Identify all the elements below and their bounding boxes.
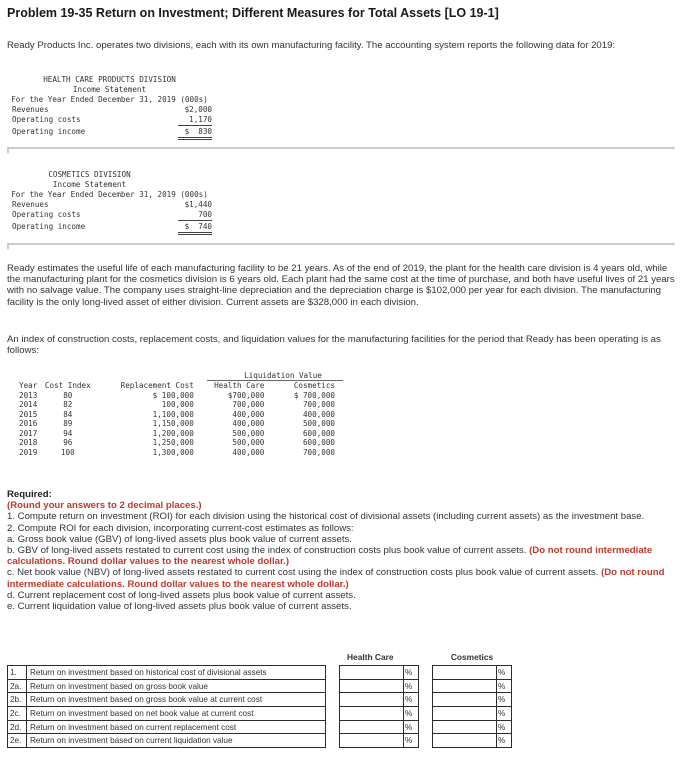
index-cell-cost-index: 84 — [63, 409, 73, 419]
hc-revenues-value: $2,000 — [184, 105, 212, 114]
health-care-percent-sign: % — [404, 679, 419, 693]
requirement-2: 2. Compute ROI for each division, incorporating current-cost estimates as follows: — [7, 522, 354, 534]
index-cell-year: 2014 — [19, 400, 38, 409]
answer-header-health-care: Health Care — [347, 652, 394, 662]
liquidation-value-group-header: Liquidation Value — [244, 371, 322, 380]
index-cell-health-care-liquidation: 500,000 — [232, 438, 265, 447]
answer-row-2c — [8, 707, 512, 721]
answer-header-cosmetics: Cosmetics — [450, 652, 494, 662]
hc-division-name: HEALTH CARE PRODUCTS DIVISION — [43, 75, 176, 84]
index-row — [7, 419, 335, 429]
requirement-2e: e. Current liquidation value of long-lived assets plus book value of current assets. — [7, 601, 352, 613]
answer-row-label: Return on investment based on gross book value at current cost — [27, 693, 326, 707]
index-cell-replacement-cost: 1,250,000 — [152, 438, 194, 447]
col-cost-index: Cost Index — [44, 381, 91, 390]
cosmetics-percent-sign: % — [497, 734, 512, 748]
index-cell-cosmetics-liquidation: 600,000 — [302, 428, 335, 438]
index-cell-replacement-cost: 1,100,000 — [152, 409, 194, 419]
index-cell-replacement-cost: 100,000 — [161, 400, 194, 409]
index-intro-paragraph: An index of construction costs, replacement costs, and liquidation values for the manufacturing facilities for the period that Ready has been operating is as follows: — [7, 334, 661, 357]
answer-row-label: Return on investment based on gross book value — [27, 679, 326, 693]
cos-operating-income-label: Operating income — [12, 222, 86, 231]
health-care-roi-input-2a[interactable] — [340, 679, 404, 693]
answer-gap — [326, 720, 340, 734]
cosmetics-roi-input-2d[interactable] — [433, 720, 497, 734]
cosmetics-percent-sign: % — [497, 679, 512, 693]
hc-statement-period: For the Year Ended December 31, 2019 (000s) — [11, 95, 208, 104]
index-row — [7, 429, 335, 439]
index-cell-health-care-liquidation: 400,000 — [232, 409, 265, 419]
index-cell-cost-index: 94 — [63, 428, 73, 438]
index-cell-replacement-cost: $ 100,000 — [152, 390, 194, 400]
index-cell-cosmetics-liquidation: 700,000 — [302, 400, 335, 409]
index-cell-year: 2015 — [19, 409, 38, 419]
health-care-roi-input-2c[interactable] — [340, 707, 404, 721]
cosmetics-percent-sign: % — [497, 720, 512, 734]
requirement-2c — [7, 567, 677, 589]
index-row — [7, 410, 335, 420]
answer-gap — [419, 666, 433, 680]
cos-operating-costs-value: 700 — [178, 210, 212, 221]
cos-revenues-value: $1,440 — [184, 200, 212, 209]
answer-row-label: Return on investment based on current replacement cost — [27, 720, 326, 734]
index-cell-year: 2013 — [19, 390, 38, 400]
hc-statement-divider — [7, 147, 675, 149]
cosmetics-percent-sign: % — [497, 666, 512, 680]
cosmetics-income-statement — [7, 170, 212, 235]
cos-statement-divider — [7, 243, 675, 245]
answer-row-2b — [8, 693, 512, 707]
cost-index-table — [7, 371, 343, 457]
index-row — [7, 400, 335, 410]
requirement-2c-note: (Do not round intermediate calculations. Round dollar values to the nearest whole dollar.) — [7, 567, 665, 590]
cosmetics-roi-input-2c[interactable] — [433, 707, 497, 721]
requirement-2b — [7, 545, 677, 567]
required-heading: Required: — [7, 489, 52, 500]
health-care-percent-sign: % — [404, 707, 419, 721]
cos-statement-period: For the Year Ended December 31, 2019 (000s) — [11, 190, 208, 199]
cosmetics-percent-sign: % — [497, 707, 512, 721]
answer-gap — [326, 693, 340, 707]
index-cell-cost-index: 89 — [63, 419, 73, 428]
index-cell-year: 2019 — [19, 447, 38, 457]
health-care-percent-sign: % — [404, 734, 419, 748]
requirement-2d: d. Current replacement cost of long-lived assets plus book value of current assets. — [7, 589, 356, 601]
health-care-roi-input-1[interactable] — [340, 666, 404, 680]
health-care-roi-input-2e[interactable] — [340, 734, 404, 748]
answer-gap — [326, 734, 340, 748]
index-cell-replacement-cost: 1,200,000 — [152, 428, 194, 438]
health-care-percent-sign: % — [404, 666, 419, 680]
index-cell-health-care-liquidation: 700,000 — [232, 400, 265, 409]
index-cell-cosmetics-liquidation: 400,000 — [302, 409, 335, 419]
index-cell-cosmetics-liquidation: 700,000 — [302, 447, 335, 457]
answer-row-number: 2e. — [8, 734, 27, 748]
required-section — [7, 489, 677, 612]
health-care-roi-input-2d[interactable] — [340, 720, 404, 734]
requirement-2c-text: c. Net book value (NBV) of long-lived assets restated to current cost using the index of construction costs plus book value of current assets. — [7, 567, 599, 579]
health-care-percent-sign: % — [404, 720, 419, 734]
answer-table — [7, 665, 512, 748]
answer-row-number: 2d. — [8, 720, 27, 734]
requirement-2b-text: b. GBV of long-lived assets restated to current cost using the index of construction costs plus book value of current assets. — [7, 545, 527, 557]
index-cell-cosmetics-liquidation: $ 700,000 — [293, 390, 335, 400]
useful-life-paragraph: Ready estimates the useful life of each manufacturing facility to be 21 years. As of the end of 2019, the plant for the health care division is 4 years old, while the manufacturing plant for the cosmetics division is 6 years old. Each plant had the same cost at the time of purchase, and both have useful lives of 21 years with no salvage value. The company uses straight-line depreciation and the depreciation charge is $102,000 per year for each division. The manufacturing facility is the only long-lived asset of either division. Current assets are $328,000 in each division. — [7, 263, 675, 308]
hc-operating-costs-value: 1,170 — [178, 115, 212, 126]
answer-gap — [326, 679, 340, 693]
answer-row-number: 2b. — [8, 693, 27, 707]
answer-gap — [326, 707, 340, 721]
answer-row-2d — [8, 720, 512, 734]
answer-gap — [419, 720, 433, 734]
hc-revenues-label: Revenues — [12, 105, 49, 114]
rounding-note: (Round your answers to 2 decimal places.) — [7, 500, 202, 512]
answer-row-number: 1. — [8, 666, 27, 680]
col-year: Year — [19, 381, 38, 390]
answer-gap — [326, 666, 340, 680]
cos-operating-costs-label: Operating costs — [12, 210, 81, 219]
answer-row-number: 2c. — [8, 707, 27, 721]
answer-gap — [419, 679, 433, 693]
index-cell-replacement-cost: 1,150,000 — [152, 419, 194, 428]
index-cell-year: 2017 — [19, 428, 38, 438]
liquidation-header-rule — [207, 380, 343, 381]
answer-row-label: Return on investment based on current liquidation value — [27, 734, 326, 748]
problem-title: Problem 19-35 Return on Investment; Different Measures for Total Assets [LO 19-1] — [7, 6, 499, 20]
answer-row-number: 2a. — [8, 679, 27, 693]
index-cell-health-care-liquidation: 500,000 — [232, 428, 265, 438]
requirement-1: 1. Compute return on investment (ROI) for each division using the historical cost of divisional assets (including current assets) as the investment base. — [7, 511, 645, 523]
intro-paragraph: Ready Products Inc. operates two divisions, each with its own manufacturing facility. The accounting system reports the following data for 2019: — [7, 40, 616, 51]
cosmetics-roi-input-2b[interactable] — [433, 693, 497, 707]
answer-row-label: Return on investment based on historical cost of divisional assets — [27, 666, 326, 680]
answer-row-label: Return on investment based on net book value at current cost — [27, 707, 326, 721]
health-care-percent-sign: % — [404, 693, 419, 707]
hc-statement-subtitle: Income Statement — [72, 85, 147, 94]
requirement-2b-note: (Do not round intermediate calculations. Round dollar values to the nearest whole dollar.) — [7, 545, 653, 568]
index-cell-cost-index: 96 — [63, 438, 73, 447]
index-cell-cosmetics-liquidation: 500,000 — [302, 419, 335, 428]
cosmetics-roi-input-1[interactable] — [433, 666, 497, 680]
index-cell-health-care-liquidation: 400,000 — [232, 447, 265, 457]
answer-row-1 — [8, 666, 512, 680]
index-data-grid — [7, 381, 335, 457]
index-header-row — [7, 381, 335, 391]
cos-operating-income-value: $ 740 — [178, 222, 212, 235]
answer-gap — [419, 734, 433, 748]
col-health-care: Health Care — [214, 381, 265, 390]
index-cell-year: 2018 — [19, 438, 38, 447]
cosmetics-percent-sign: % — [497, 693, 512, 707]
index-cell-year: 2016 — [19, 419, 38, 428]
index-cell-cost-index: 80 — [63, 390, 73, 400]
cosmetics-roi-input-2e[interactable] — [433, 734, 497, 748]
index-cell-health-care-liquidation: 400,000 — [232, 419, 265, 428]
col-replacement-cost: Replacement Cost — [120, 381, 194, 390]
index-row — [7, 391, 335, 401]
index-cell-cost-index: 82 — [63, 400, 73, 409]
health-care-income-statement — [7, 75, 212, 140]
index-cell-cosmetics-liquidation: 600,000 — [302, 438, 335, 447]
health-care-roi-input-2b[interactable] — [340, 693, 404, 707]
hc-operating-income-label: Operating income — [12, 127, 86, 136]
cos-revenues-label: Revenues — [12, 200, 49, 209]
requirement-2a: a. Gross book value (GBV) of long-lived assets plus book value of current assets. — [7, 533, 353, 545]
answer-gap — [419, 707, 433, 721]
cos-division-name: COSMETICS DIVISION — [48, 170, 131, 179]
col-cosmetics: Cosmetics — [293, 381, 335, 390]
answer-gap — [419, 693, 433, 707]
cosmetics-roi-input-2a[interactable] — [433, 679, 497, 693]
cos-statement-subtitle: Income Statement — [52, 180, 127, 189]
hc-operating-costs-label: Operating costs — [12, 115, 81, 124]
answer-row-2e — [8, 734, 512, 748]
index-row — [7, 448, 335, 458]
index-cell-health-care-liquidation: $700,000 — [227, 390, 265, 400]
hc-operating-income-value: $ 830 — [178, 127, 212, 140]
index-row — [7, 438, 335, 448]
index-cell-replacement-cost: 1,300,000 — [152, 447, 194, 457]
index-cell-cost-index: 100 — [60, 447, 75, 457]
answer-row-2a — [8, 679, 512, 693]
